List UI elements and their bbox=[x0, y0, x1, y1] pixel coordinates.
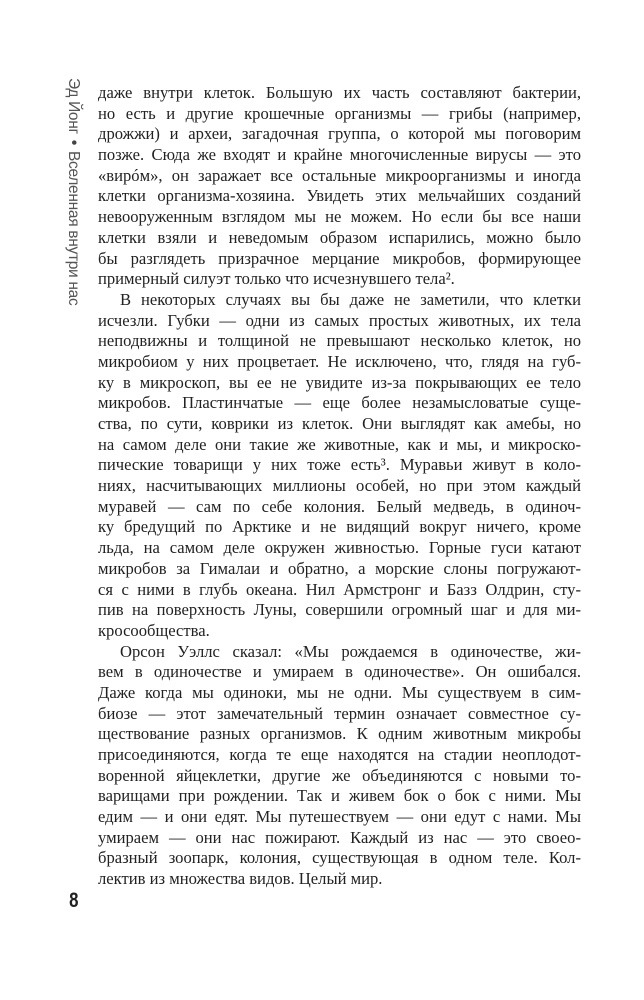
text-line: воренной яйцеклетки, другие же объединяются с новыми то- bbox=[98, 765, 581, 785]
running-header-title: Вселенная внутри нас bbox=[65, 151, 82, 306]
paragraph bbox=[98, 83, 581, 290]
text-line: ществование разных организмов. К одним животным микробы bbox=[98, 724, 581, 744]
text-line: льда, на самом деле окружен живностью. Горные гуси катают bbox=[98, 538, 581, 558]
text-line: ся с ними в глубь океана. Нил Армстронг и Базз Олдрин, сту- bbox=[98, 579, 581, 599]
text-line: лектив из множества видов. Целый мир. bbox=[98, 869, 383, 889]
text-line: вем в одиночестве и умираем в одиночестве». Он ошибался. bbox=[98, 662, 581, 682]
running-header bbox=[60, 78, 82, 328]
text-line: едим — и они едят. Мы путешествуем — они едут с нами. Мы bbox=[98, 807, 581, 827]
paragraph bbox=[98, 642, 581, 890]
text-line: бы разглядеть призрачное мерцание микробов, формирующее bbox=[98, 248, 581, 268]
text-line: микробиом у них процветает. Не исключено, что, глядя на губ- bbox=[98, 351, 581, 371]
page-number: 8 bbox=[69, 889, 79, 912]
text-line: биозе — этот замечательный термин означает совместное су- bbox=[98, 703, 581, 723]
text-line: умираем — они нас пожирают. Каждый из нас — это своео- bbox=[98, 827, 581, 847]
text-line: ниях, насчитывающих миллионы особей, но при этом каждый bbox=[98, 476, 581, 496]
text-line: бразный зоопарк, колония, существующая в одном теле. Кол- bbox=[98, 848, 581, 868]
text-line: исчезли. Губки — одни из самых простых животных, их тела bbox=[98, 310, 581, 330]
text-line: пические товарищи у них тоже есть³. Муравьи живут в коло- bbox=[98, 455, 581, 475]
text-line: позже. Сюда же входят и крайне многочисленные вирусы — это bbox=[98, 145, 581, 165]
text-line: примерный силуэт только что исчезнувшего тела². bbox=[98, 269, 455, 289]
text-line: дрожжи) и археи, загадочная группа, о которой мы поговорим bbox=[98, 124, 581, 144]
text-line: микробов. Пластинчатые — еще более незамысловатые суще- bbox=[98, 393, 581, 413]
text-line: на самом деле они такие же животные, как и мы, и микроско- bbox=[98, 434, 581, 454]
text-line: клетки организма-хозяина. Увидеть этих мельчайших созданий bbox=[98, 186, 581, 206]
text-line: В некоторых случаях вы бы даже не заметили, что клетки bbox=[120, 289, 581, 309]
text-line: пив на поверхность Луны, совершили огромный шаг и для ми- bbox=[98, 600, 581, 620]
paragraph bbox=[98, 290, 581, 642]
text-line: Даже когда мы одиноки, мы не одни. Мы существуем в сим- bbox=[98, 682, 581, 702]
running-header-author: Эд Йонг bbox=[65, 78, 82, 134]
text-line: клетки взяли и неведомым образом испарились, можно было bbox=[98, 227, 581, 247]
text-line: но есть и другие крошечные организмы — грибы (например, bbox=[98, 103, 581, 123]
text-line: даже внутри клеток. Большую их часть составляют бактерии, bbox=[98, 83, 581, 102]
text-line: варищами при рождении. Так и живем бок о бок с ними. Мы bbox=[98, 786, 581, 806]
text-line: неподвижны и толщиной не превышают несколько клеток, но bbox=[98, 331, 581, 351]
text-line: Орсон Уэллс сказал: «Мы рождаемся в одиночестве, жи- bbox=[120, 641, 581, 661]
text-line: ку бредущий по Арктике и не видящий вокруг ничего, кроме bbox=[98, 517, 581, 537]
text-line: муравей — сам по себе колония. Белый медведь, в одиноч- bbox=[98, 496, 581, 516]
text-line: кросообщества. bbox=[98, 620, 210, 640]
running-header-separator: • bbox=[65, 139, 82, 145]
text-line: присоединяются, когда те еще находятся на стадии неоплодот- bbox=[98, 745, 581, 764]
text-line: ства, по сути, коврики из клеток. Они выглядят как амебы, но bbox=[98, 414, 581, 433]
text-line: микробов за Гималаи и обратно, а морские слоны погружают- bbox=[98, 558, 581, 578]
text-line: ку в микроскоп, вы ее не увидите из-за покрывающих ее тело bbox=[98, 372, 581, 392]
text-line: невооруженным взглядом мы не можем. Но если бы все наши bbox=[98, 207, 581, 227]
text-line: «вирóм», он заражает все остальные микроорганизмы и иногда bbox=[98, 165, 581, 185]
body-text bbox=[98, 83, 581, 890]
